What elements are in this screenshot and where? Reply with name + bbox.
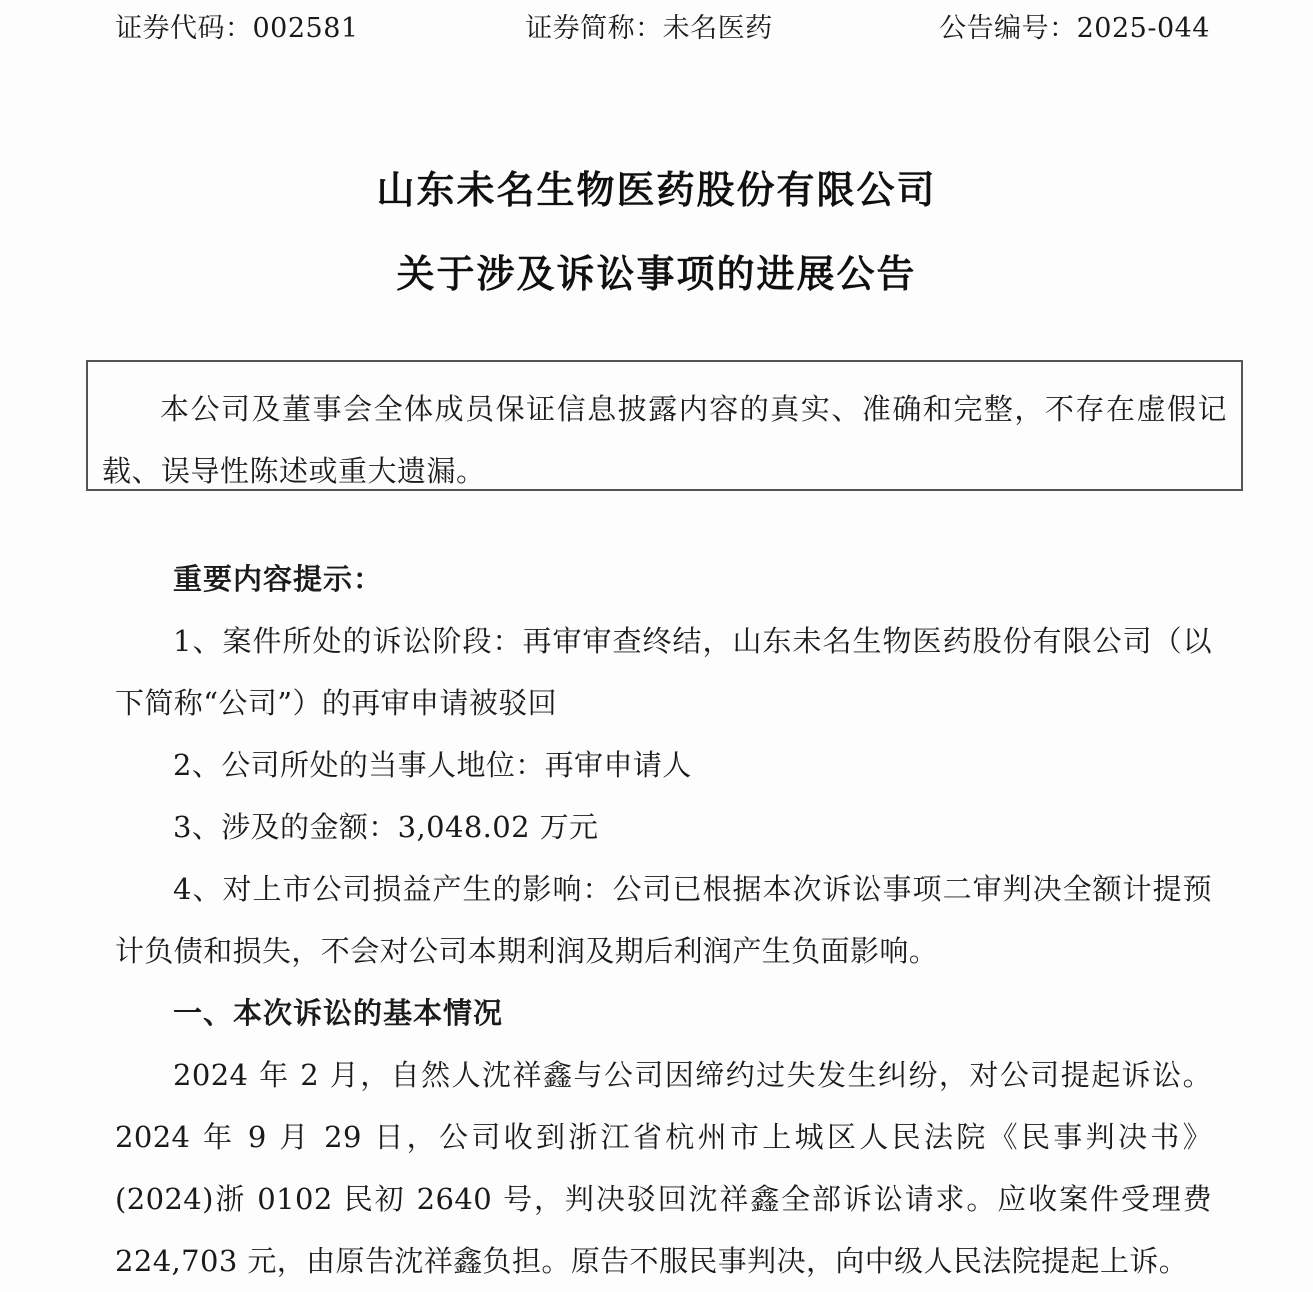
disclaimer-text: 本公司及董事会全体成员保证信息披露内容的真实、准确和完整，不存在虚假记载、误导性陈述或重大遗漏。 [102,392,1227,488]
announcement-number-value: 2025-044 [1076,13,1210,44]
important-notice-item-2: 2、公司所处的当事人地位：再审申请人 [173,748,692,782]
page-title [0,148,1313,316]
important-notice-item-4: 4、对上市公司损益产生的影响：公司已根据本次诉讼事项二审判决全额计提预计负债和损失，不会对公司本期利润及期后利润产生负面影响。 [115,872,1212,968]
security-name-label: 证券简称： [525,13,663,44]
document-body [115,548,1212,1292]
announcement-number [939,6,1210,45]
title-line-subject: 关于涉及诉讼事项的进展公告 [396,251,917,296]
security-name-value: 未名医药 [662,13,773,44]
disclaimer-box [86,360,1243,491]
announcement-number-label: 公告编号： [939,13,1077,44]
important-notice-heading: 重要内容提示： [173,562,384,596]
security-code [115,6,359,45]
title-line-company: 山东未名生物医药股份有限公司 [376,167,937,212]
document-header [115,6,1210,45]
security-code-value: 002581 [252,13,359,44]
section-one-heading: 一、本次诉讼的基本情况 [173,996,504,1030]
important-notice-item-3: 3、涉及的金额：3,048.02 万元 [173,810,599,844]
important-notice-item-1: 1、案件所处的诉讼阶段：再审审查终结，山东未名生物医药股份有限公司（以下简称“公司”）的再审申请被驳回 [115,624,1212,720]
section-one-paragraph: 2024 年 2 月，自然人沈祥鑫与公司因缔约过失发生纠纷，对公司提起诉讼。2024 年 9 月 29 日，公司收到浙江省杭州市上城区人民法院《民事判决书》(2024)浙 0102 民初 2640 号，判决驳回沈祥鑫全部诉讼请求。应收案件受理费 224,703 元，由原告沈祥鑫负担。原告不服民事判决，向中级人民法院提起上诉。 [115,1058,1212,1278]
security-code-label: 证券代码： [115,13,253,44]
security-name [525,6,773,45]
